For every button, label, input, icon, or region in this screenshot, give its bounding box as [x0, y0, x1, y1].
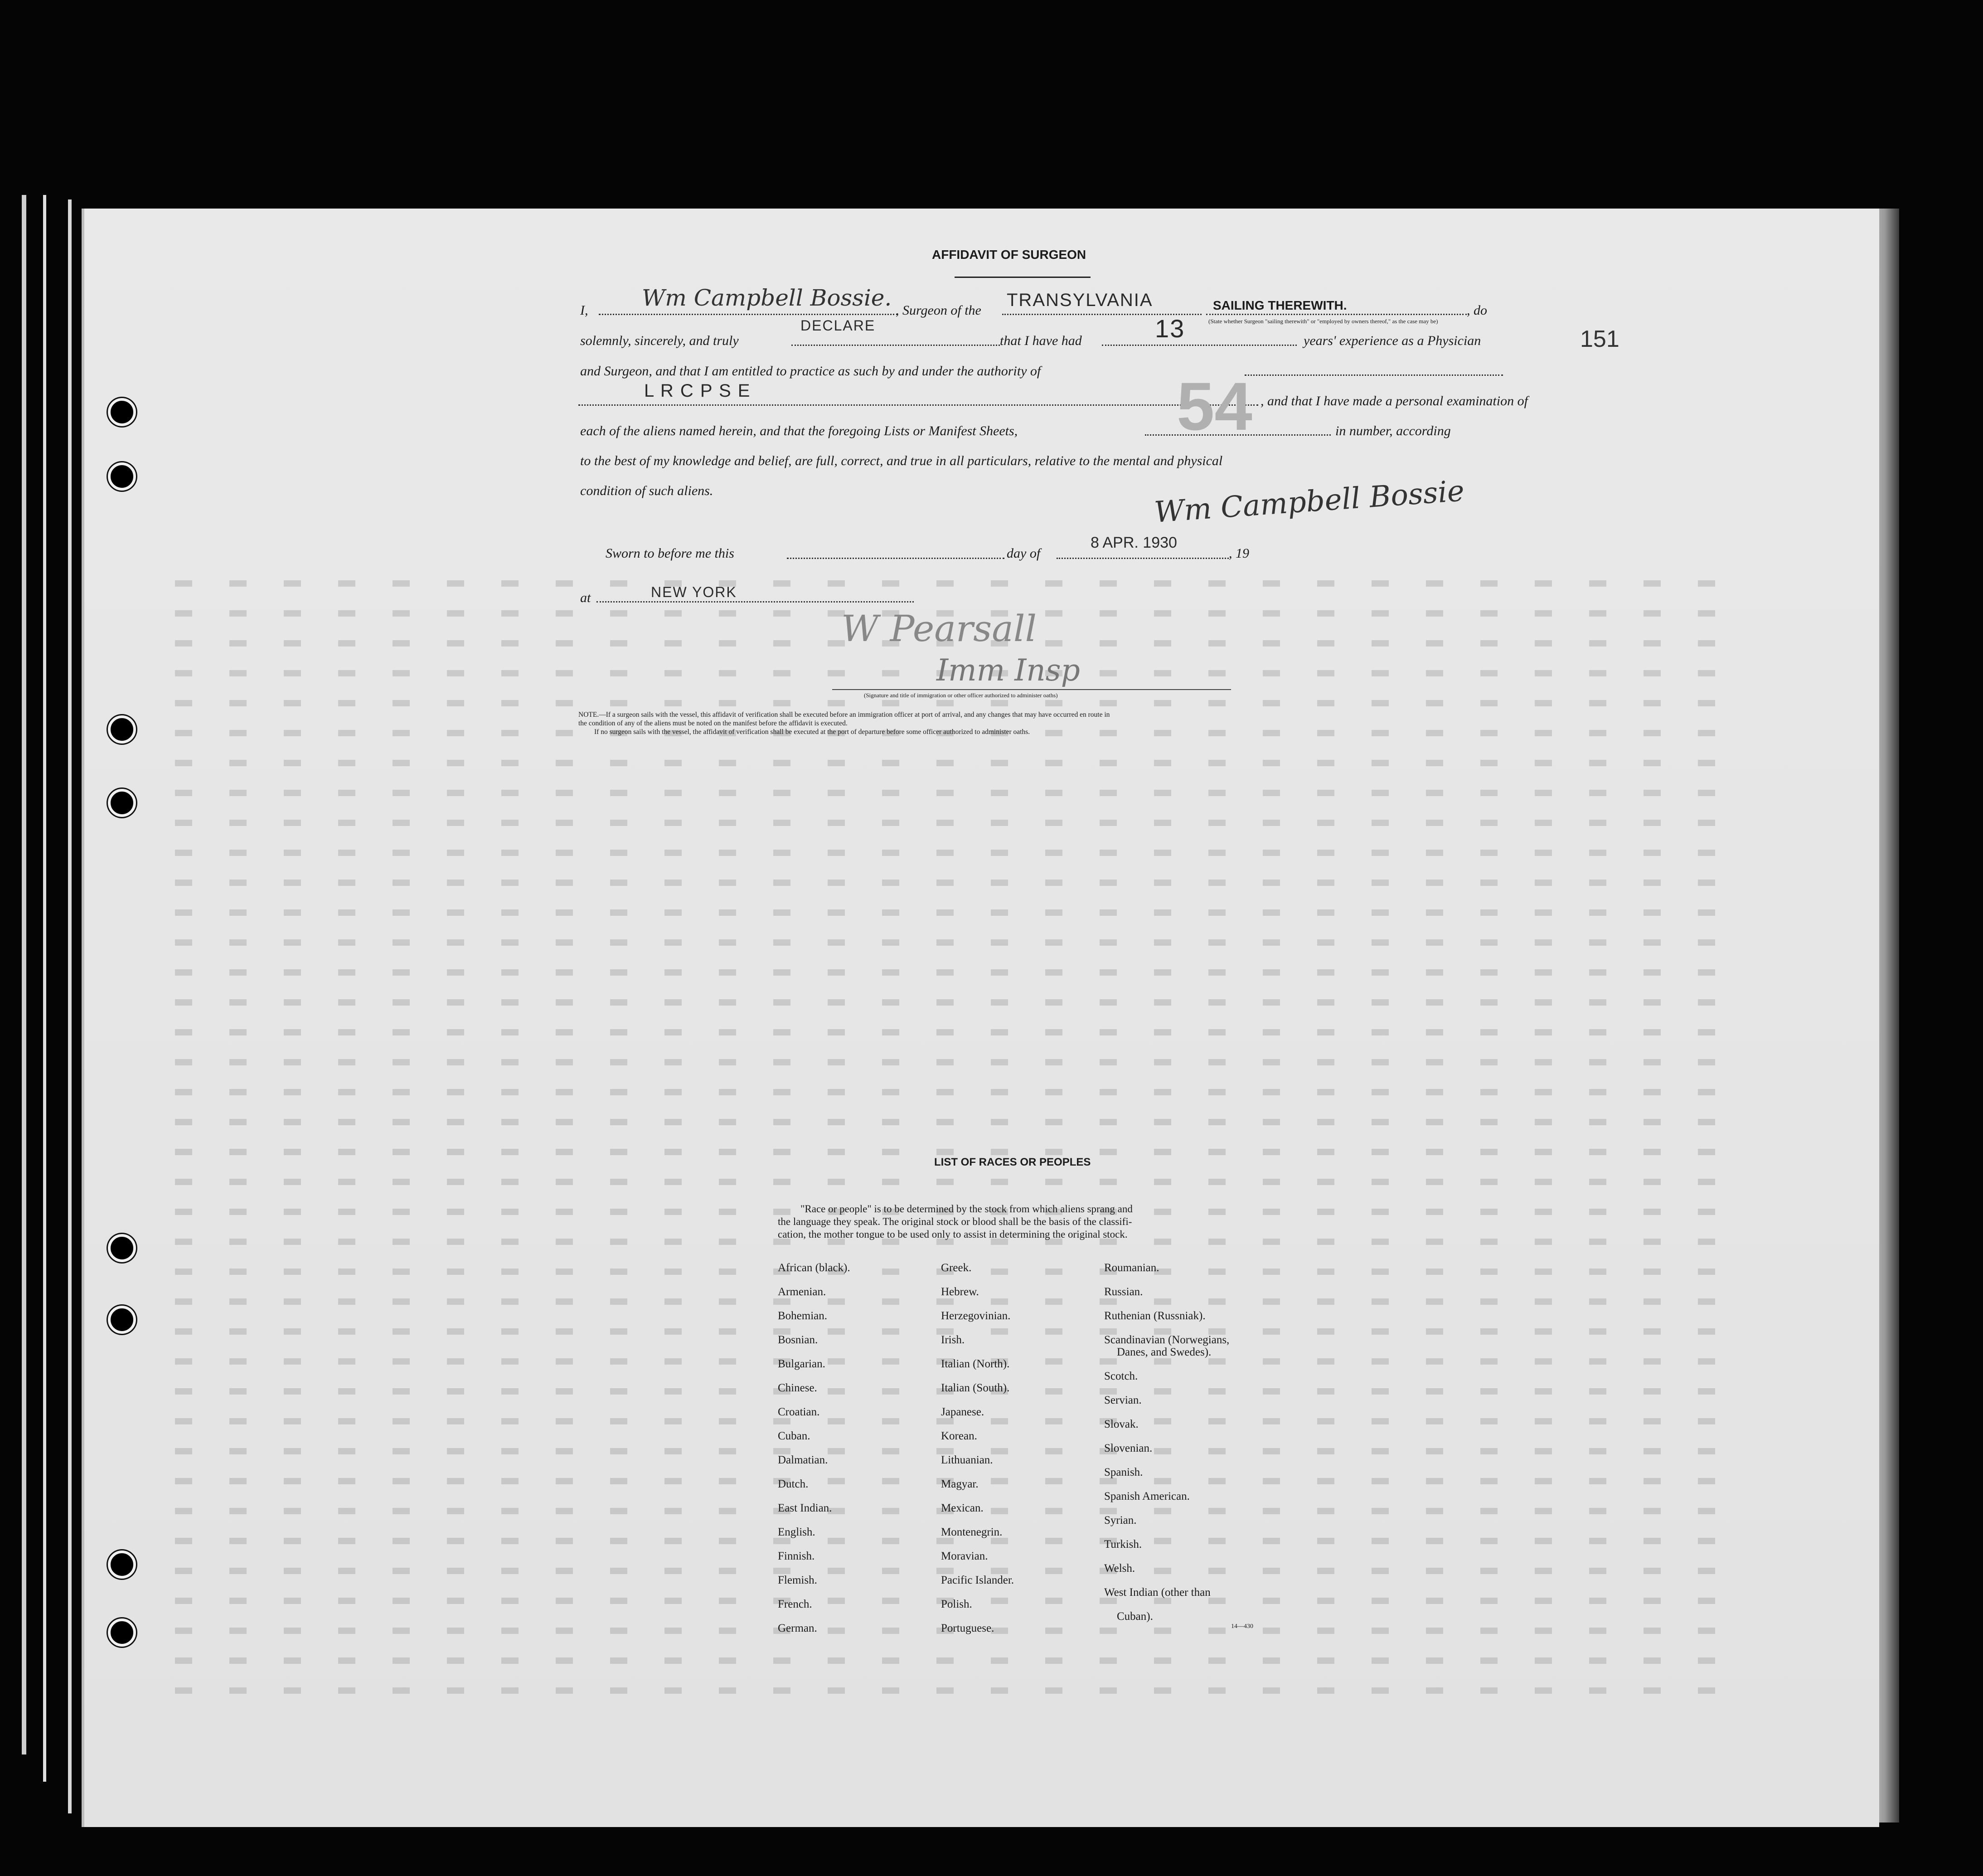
bleed-row — [175, 850, 1734, 856]
race-item: Korean. — [941, 1430, 977, 1442]
races-intro-1: "Race or people" is to be determined by the stock from which aliens sprang and — [800, 1203, 1133, 1215]
race-item: Croatian. — [778, 1406, 820, 1418]
punch-hole — [108, 1550, 136, 1579]
bleed-row — [175, 1418, 1734, 1424]
race-item: Polish. — [941, 1598, 972, 1610]
bleed-row — [175, 820, 1734, 826]
years-blank — [1102, 345, 1297, 346]
bleed-row — [175, 580, 1734, 587]
authority-blank-2 — [578, 404, 1258, 406]
race-item: Cuban. — [778, 1430, 810, 1442]
race-item: Lithuanian. — [941, 1454, 993, 1466]
page-number: 151 — [1580, 326, 1619, 352]
note-line-2: the condition of any of the aliens must be noted on the manifest before the affidavit is executed. — [578, 719, 848, 727]
sailing-note: (State whether Surgeon "sailing therewith" or "employed by owners thereof," as the case may be) — [1208, 318, 1438, 325]
officer-caption: (Signature and title of immigration or other officer authorized to administer oaths) — [864, 692, 1058, 699]
line2-mid: that I have had — [1000, 333, 1082, 348]
date-blank — [1057, 558, 1229, 559]
bleed-row — [175, 1298, 1734, 1305]
race-item: Scotch. — [1104, 1370, 1138, 1382]
race-item: Pacific Islander. — [941, 1574, 1014, 1586]
race-item: Dalmatian. — [778, 1454, 828, 1466]
race-item: Bosnian. — [778, 1334, 818, 1346]
officer-title: Imm Insp — [936, 653, 1080, 688]
race-item: Welsh. — [1104, 1562, 1135, 1575]
race-item: Dutch. — [778, 1478, 809, 1490]
races-intro-3: cation, the mother tongue to be used only to assist in determining the original stock. — [778, 1229, 1128, 1240]
bleed-row — [175, 1179, 1734, 1185]
punch-hole — [108, 715, 136, 744]
bleed-row — [175, 1568, 1734, 1574]
race-item: Magyar. — [941, 1478, 979, 1490]
race-item: Russian. — [1104, 1286, 1143, 1298]
bleed-row — [175, 909, 1734, 916]
line2-lead: solemnly, sincerely, and truly — [580, 333, 739, 348]
bleed-row — [175, 969, 1734, 976]
bleed-row — [175, 1059, 1734, 1065]
punch-hole — [108, 462, 136, 491]
race-item: Italian (South). — [941, 1382, 1010, 1394]
line1-lead: I, — [580, 303, 588, 318]
bleed-row — [175, 790, 1734, 796]
punch-hole — [108, 398, 136, 426]
race-item: English. — [778, 1526, 815, 1538]
race-item: Servian. — [1104, 1394, 1142, 1406]
sworn-blank — [787, 558, 1004, 559]
bleed-row — [175, 1119, 1734, 1125]
document-page — [82, 209, 1879, 1827]
race-item: Spanish. — [1104, 1466, 1143, 1478]
bleed-row — [175, 1687, 1734, 1694]
form-number: 14—430 — [1231, 1623, 1253, 1630]
race-item: Mexican. — [941, 1502, 984, 1514]
line3: and Surgeon, and that I am entitled to practice as such by and under the authority of — [580, 364, 1041, 379]
sworn-end: , 19 — [1229, 546, 1249, 561]
race-item: Herzegovinian. — [941, 1310, 1011, 1322]
race-item: East Indian. — [778, 1502, 832, 1514]
surgeon-name: Wm Campbell Bossie. — [642, 285, 892, 311]
race-item: West Indian (other than — [1104, 1586, 1211, 1599]
race-item: Slovak. — [1104, 1418, 1139, 1430]
race-item: Scandinavian (Norwegians, — [1104, 1334, 1230, 1346]
page-stack-edge — [43, 195, 46, 1782]
race-item: French. — [778, 1598, 812, 1610]
race-item: Portuguese. — [941, 1622, 994, 1634]
surgeon-signature: Wm Campbell Bossie — [1153, 474, 1466, 530]
place-value: NEW YORK — [651, 584, 737, 600]
race-item: Danes, and Swedes). — [1117, 1346, 1212, 1358]
page-stack-edge — [68, 199, 72, 1813]
sailing-text: SAILING THEREWITH. — [1213, 298, 1347, 312]
race-item: Syrian. — [1104, 1514, 1137, 1526]
race-item: Chinese. — [778, 1382, 817, 1394]
race-item: Finnish. — [778, 1550, 815, 1562]
line7: condition of such aliens. — [580, 483, 713, 498]
races-title: LIST OF RACES OR PEOPLES — [934, 1156, 1091, 1168]
line4-end: , and that I have made a personal examination of — [1261, 394, 1528, 408]
race-item: Flemish. — [778, 1574, 817, 1586]
place-blank — [596, 601, 914, 603]
line6: to the best of my knowledge and belief, are full, correct, and true in all particulars, relative to the mental and physical — [580, 453, 1223, 468]
race-item: African (black). — [778, 1262, 850, 1274]
race-item: Bulgarian. — [778, 1358, 825, 1370]
races-intro-2: the language they speak. The original stock or blood shall be the basis of the classifi- — [778, 1216, 1132, 1227]
declare-stamp: DECLARE — [800, 317, 876, 334]
bleed-row — [175, 1089, 1734, 1095]
line1-end: , do — [1467, 303, 1487, 318]
bleed-row — [175, 1149, 1734, 1155]
note-line-1: NOTE.—If a surgeon sails with the vessel, this affidavit of verification shall be executed before an immigration officer at port of arrival, and any changes that may have occurred en route in — [578, 711, 1110, 719]
bleed-row — [175, 700, 1734, 706]
race-item: Slovenian. — [1104, 1442, 1153, 1454]
affidavit-title: AFFIDAVIT OF SURGEON — [932, 248, 1086, 262]
bleed-row — [175, 999, 1734, 1006]
years-value: 13 — [1155, 314, 1185, 343]
sworn-lead: Sworn to before me this — [606, 546, 734, 561]
race-item: Italian (North). — [941, 1358, 1010, 1370]
name-blank — [599, 314, 898, 315]
bleed-row — [175, 1448, 1734, 1454]
race-item: Spanish American. — [1104, 1490, 1190, 1502]
line2-end: years' experience as a Physician — [1304, 333, 1481, 348]
officer-signature: W Pearsall — [841, 608, 1037, 650]
authority-value: L R C P S E — [644, 381, 751, 401]
officer-rule — [832, 689, 1231, 690]
punch-hole — [108, 789, 136, 817]
ship-name: TRANSYLVANIA — [1007, 290, 1153, 310]
sworn-mid: day of — [1007, 546, 1041, 561]
race-item: Moravian. — [941, 1550, 988, 1562]
bleed-row — [175, 1029, 1734, 1035]
race-item: Irish. — [941, 1334, 965, 1346]
race-item: Cuban). — [1117, 1610, 1153, 1623]
bleed-row — [175, 880, 1734, 886]
bleed-row — [175, 1657, 1734, 1664]
line1-mid: , Surgeon of the — [896, 303, 981, 318]
declare-blank — [791, 345, 1000, 346]
race-item: Turkish. — [1104, 1538, 1142, 1550]
race-item: Hebrew. — [941, 1286, 979, 1298]
line5-lead: each of the aliens named herein, and that the foregoing Lists or Manifest Sheets, — [580, 423, 1018, 438]
sheets-value: 54 — [1177, 368, 1252, 444]
authority-blank-1 — [1245, 374, 1503, 376]
race-item: Roumanian. — [1104, 1262, 1159, 1274]
race-item: Bohemian. — [778, 1310, 828, 1322]
page-stack-edge — [22, 195, 26, 1754]
race-item: Ruthenian (Russniak). — [1104, 1310, 1206, 1322]
punch-hole — [108, 1618, 136, 1647]
date-stamp: 8 APR. 1930 — [1091, 534, 1177, 551]
title-rule — [955, 277, 1091, 278]
note-line-3: If no surgeon sails with the vessel, the affidavit of verification shall be executed at the port of departure before some officer authorized to administer oaths. — [594, 728, 1030, 736]
bleed-row — [175, 760, 1734, 766]
sailing-blank — [1206, 314, 1467, 315]
punch-hole — [108, 1234, 136, 1262]
race-item: Greek. — [941, 1262, 972, 1274]
race-item: German. — [778, 1622, 817, 1634]
race-item: Japanese. — [941, 1406, 984, 1418]
race-item: Montenegrin. — [941, 1526, 1003, 1538]
race-item: Armenian. — [778, 1286, 826, 1298]
bleed-row — [175, 939, 1734, 946]
line5-end: in number, according — [1335, 423, 1451, 438]
bleed-row — [175, 1538, 1734, 1544]
punch-hole — [108, 1306, 136, 1334]
at-lead: at — [580, 590, 591, 605]
